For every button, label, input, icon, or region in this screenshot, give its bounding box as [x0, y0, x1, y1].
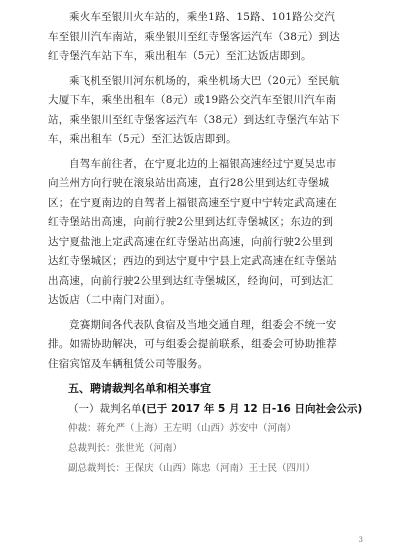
text-line: 竞赛期间各代表队食宿及当地交通自理，组委会不统一安 [69, 318, 337, 331]
text-line: 红寺堡汽车站下车，乘出租车（5元）至汇达饭店即到。 [48, 50, 312, 62]
text-line: 乘火车至银川火车站的，乘坐1路、15路、101路公交汽 [69, 11, 335, 23]
text-line: 达饭店（二中南门对面）。 [48, 294, 172, 306]
text-line: 红寺堡站出高速，向前行驶2公里到达红寺堡城区；东边的到 [48, 216, 334, 228]
paragraph-accommodation [48, 316, 361, 375]
paragraph-driving-route [48, 155, 361, 311]
text-line: 向兰州方向行驶在滚泉站出高速，直行28公里到达红寺堡城 [48, 177, 330, 189]
text-line: 大厦下车，乘坐出租车（8元）或19路公交汽车至银川汽车南 [48, 94, 337, 106]
text-line: 达宁夏盐池上定武高速在红寺堡站出高速，向前行驶2公里到 [48, 235, 334, 248]
text-line: 住宿宾馆及车辆租赁公司等服务。 [48, 357, 209, 370]
text-line: 达红寺堡城区；西边的到达宁夏中宁县上定武高速在红寺堡站 [48, 255, 337, 267]
paragraph-flight-route [48, 72, 361, 150]
publicity-note: (已于 2017 年 5 月 12 日-16 日向社会公示) [141, 403, 363, 415]
paragraph-train-route [48, 8, 361, 67]
text-line: 出高速，向前行驶2公里到达红寺堡城区，经询问，可到达汇 [48, 274, 334, 287]
roster-deputy-chief-referee: 副总裁判长：王保庆（山西）陈忠（河南）王士民（四川） [68, 463, 316, 474]
text-line: 车至银川汽车南站，乘坐银川至红寺堡客运汽车（38元）到达 [48, 30, 340, 43]
page-number: 3 [358, 536, 363, 544]
text-line: 站，乘坐银川至红寺堡客运汽车（38元）到达红寺堡汽车站下 [48, 113, 340, 126]
subsection-title [68, 400, 361, 419]
text-line: 排。如需协助解决，可与组委会提前联系，组委会可协助推荐 [48, 338, 337, 350]
text-line: 车，乘出租车（5元）至汇达饭店即到。 [48, 133, 237, 145]
text-line: 乘飞机至银川河东机场的，乘坐机场大巴（20元）至民航 [69, 74, 340, 87]
roster-chief-referee: 总裁判长：张世光（河南） [68, 443, 183, 454]
subsection-prefix: （一）裁判名单 [68, 403, 142, 415]
text-line: 区；在宁夏南边的自驾者上福银高速至宁夏中宁转定武高速在 [48, 196, 337, 209]
text-line: 自驾车前往者，在宁夏北边的上福银高速经过宁夏吴忠市 [69, 157, 337, 170]
section-heading: 五、聘请裁判名单和相关事宜 [68, 382, 211, 395]
roster-arbitration: 仲裁：蒋允严（上海）王左明（山西）苏安中（河南） [68, 423, 297, 434]
